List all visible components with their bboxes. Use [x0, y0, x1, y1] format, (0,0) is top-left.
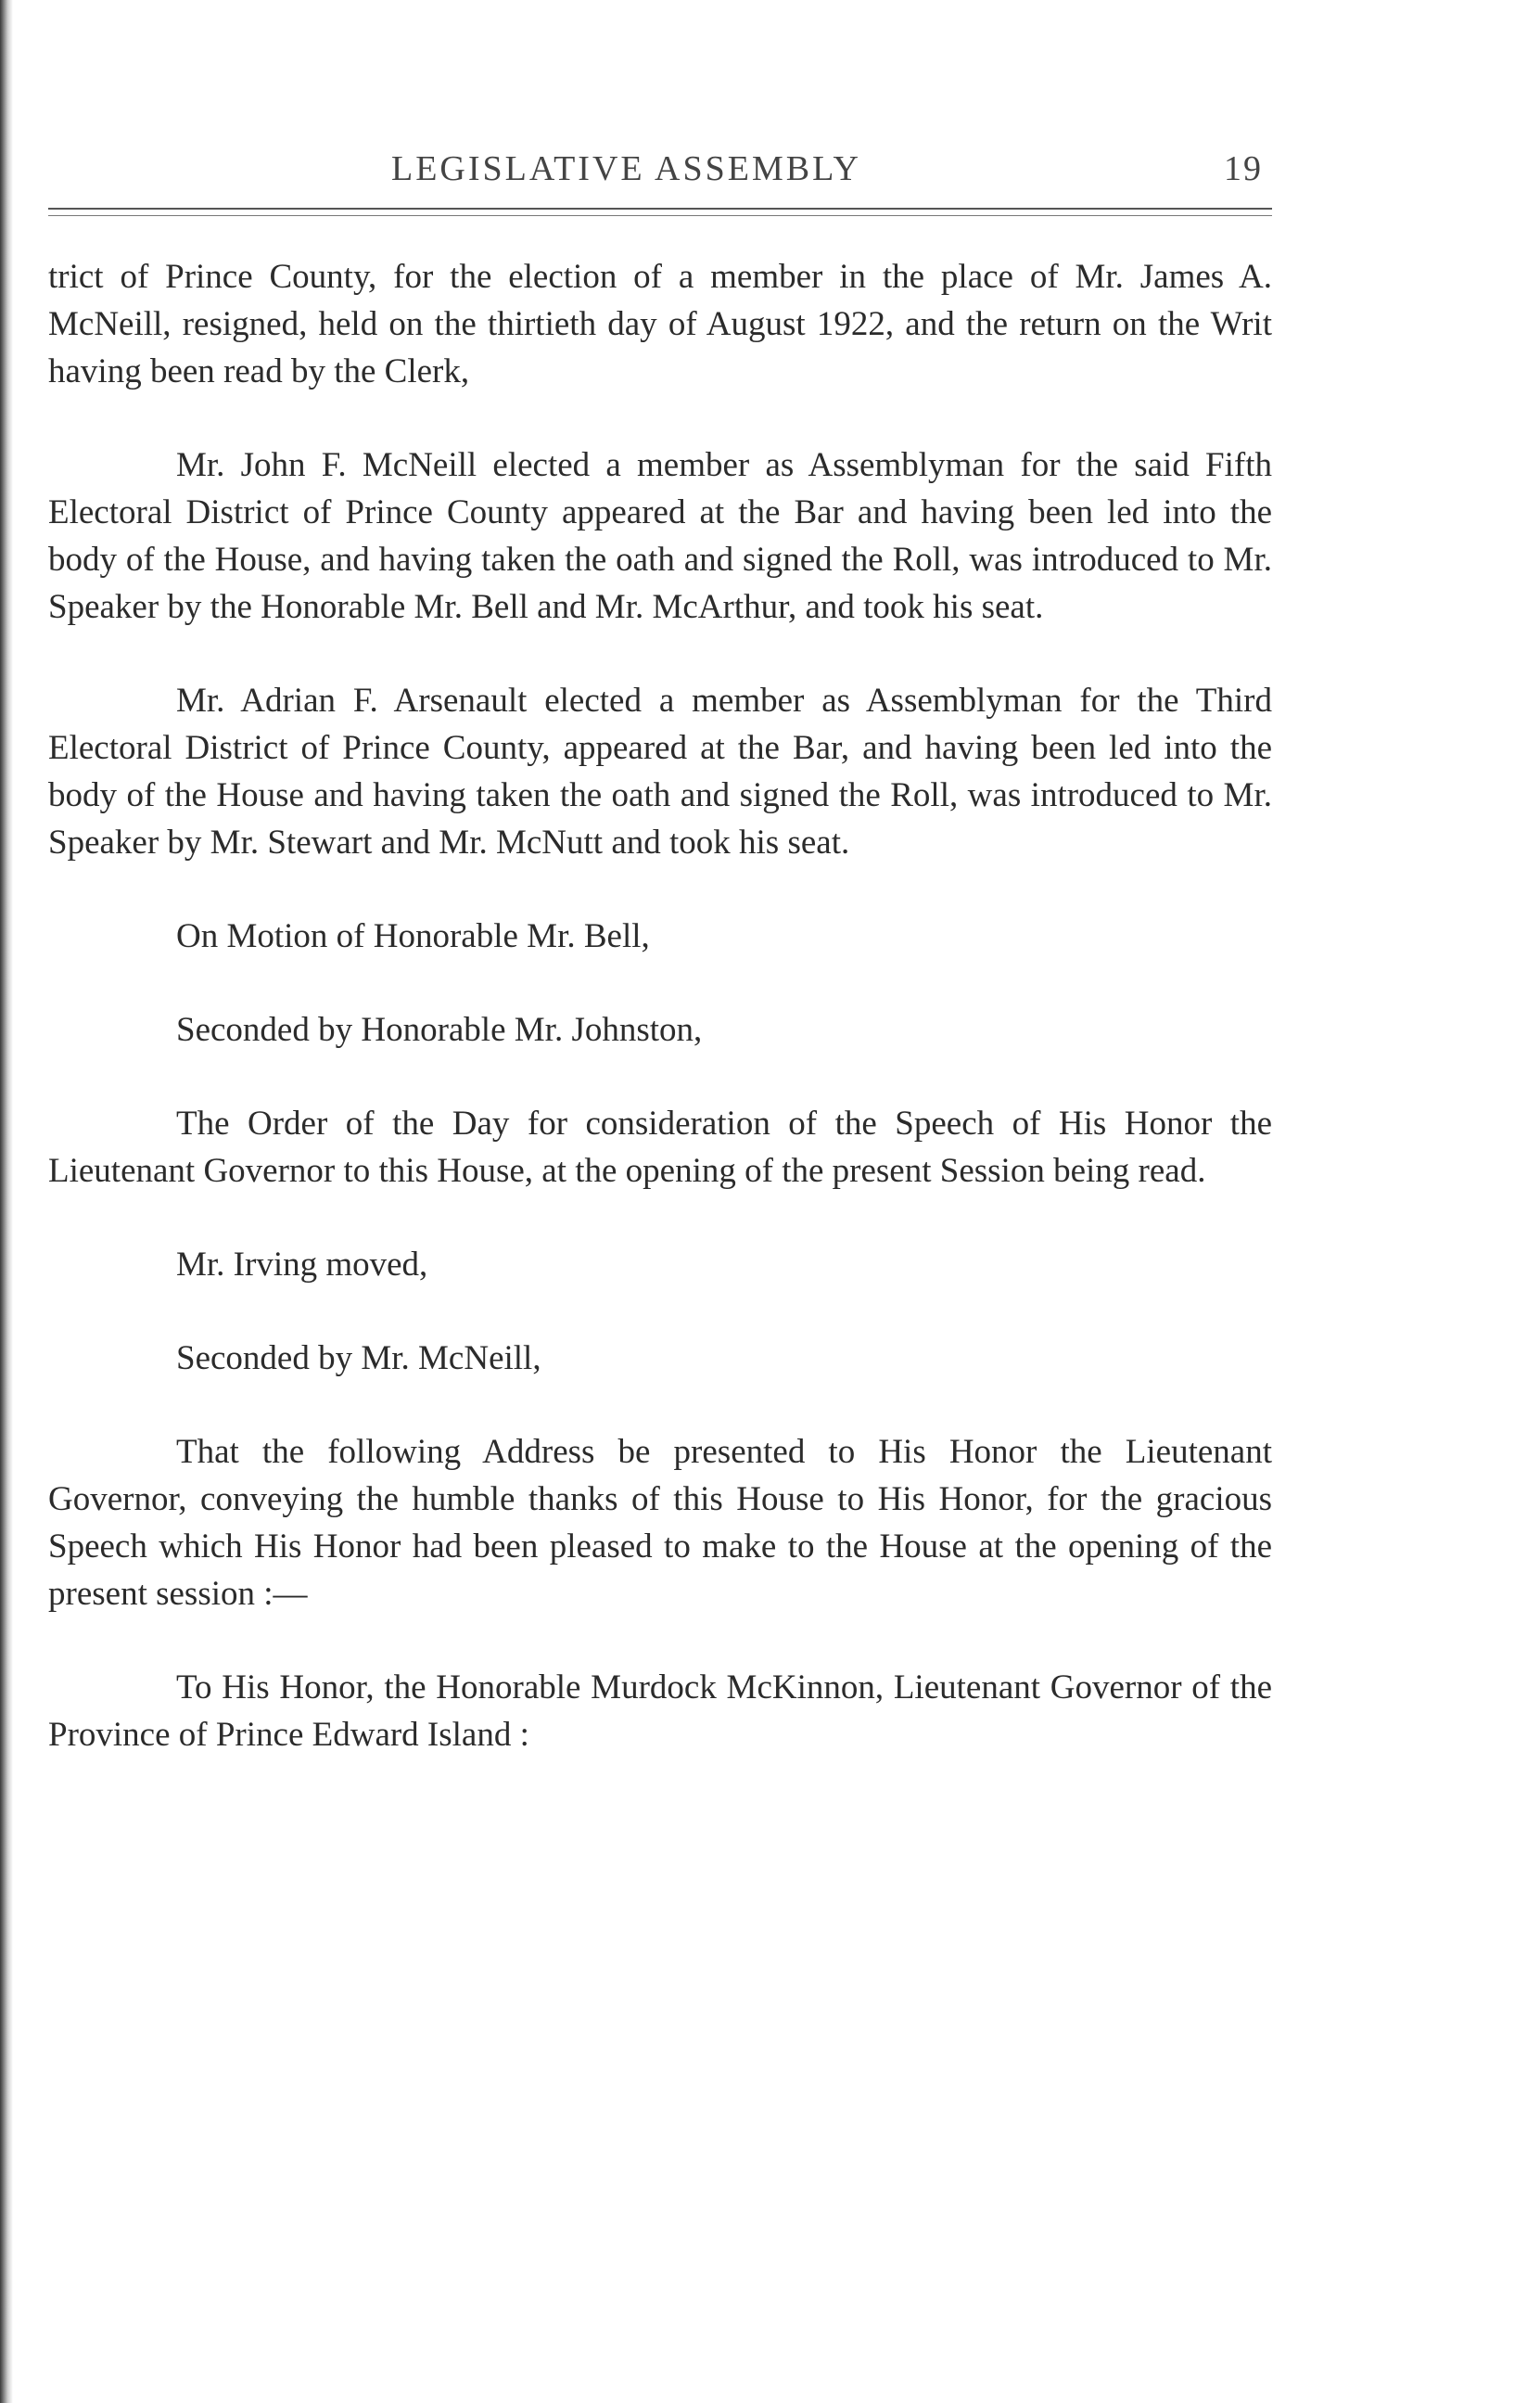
- paragraph-arsenault-seated: Mr. Adrian F. Arsenault elected a member as Assemblyman for the Third Electoral District of Prince County, appeared at the Bar, and having been led into the body of the House and having taken the oath and signed the Roll, was introduced to Mr. Speaker by Mr. Stewart and Mr. McNutt and took his seat.: [48, 682, 1272, 862]
- paragraph-address: That the following Address be presented to His Honor the Lieutenant Governor, conveying the humble thanks of this House to His Honor, for the gracious Speech which His Honor had been pleased to make to the House at the opening of the present session :—: [48, 1433, 1272, 1613]
- body-text: [48, 253, 1272, 1758]
- header-title: LEGISLATIVE ASSEMBLY: [391, 149, 861, 188]
- page-binding-edge: [0, 0, 13, 2403]
- document-page: [48, 139, 1272, 1805]
- paragraph-continuation: trict of Prince County, for the election of a member in the place of Mr. James A. McNeill, resigned, held on the thirtieth day of August 1922, and the return on the Writ having been read by the Clerk,: [48, 258, 1272, 390]
- paragraph-salutation: To His Honor, the Honorable Murdock McKinnon, Lieutenant Governor of the Province of Prince Edward Island :: [48, 1668, 1272, 1754]
- paragraph-mcneill-seated: Mr. John F. McNeill elected a member as Assemblyman for the said Fifth Electoral District of Prince County appeared at the Bar and having been led into the body of the House, and having taken the oath and signed the Roll, was introduced to Mr. Speaker by the Honorable Mr. Bell and Mr. McArthur, and took his seat.: [48, 446, 1272, 626]
- header-rule-thin: [48, 215, 1272, 216]
- page-number: 19: [1224, 149, 1263, 188]
- motion-line: On Motion of Honorable Mr. Bell,: [176, 917, 650, 955]
- seconded-line-2: Seconded by Mr. McNeill,: [176, 1339, 541, 1377]
- seconded-line: Seconded by Honorable Mr. Johnston,: [176, 1011, 703, 1049]
- running-header: [48, 139, 1272, 195]
- paragraph-order-of-day: The Order of the Day for consideration of the Speech of His Honor the Lieutenant Governor to this House, at the opening of the present Session being read.: [48, 1105, 1272, 1190]
- moved-line: Mr. Irving moved,: [176, 1246, 428, 1284]
- header-rule: [48, 208, 1272, 210]
